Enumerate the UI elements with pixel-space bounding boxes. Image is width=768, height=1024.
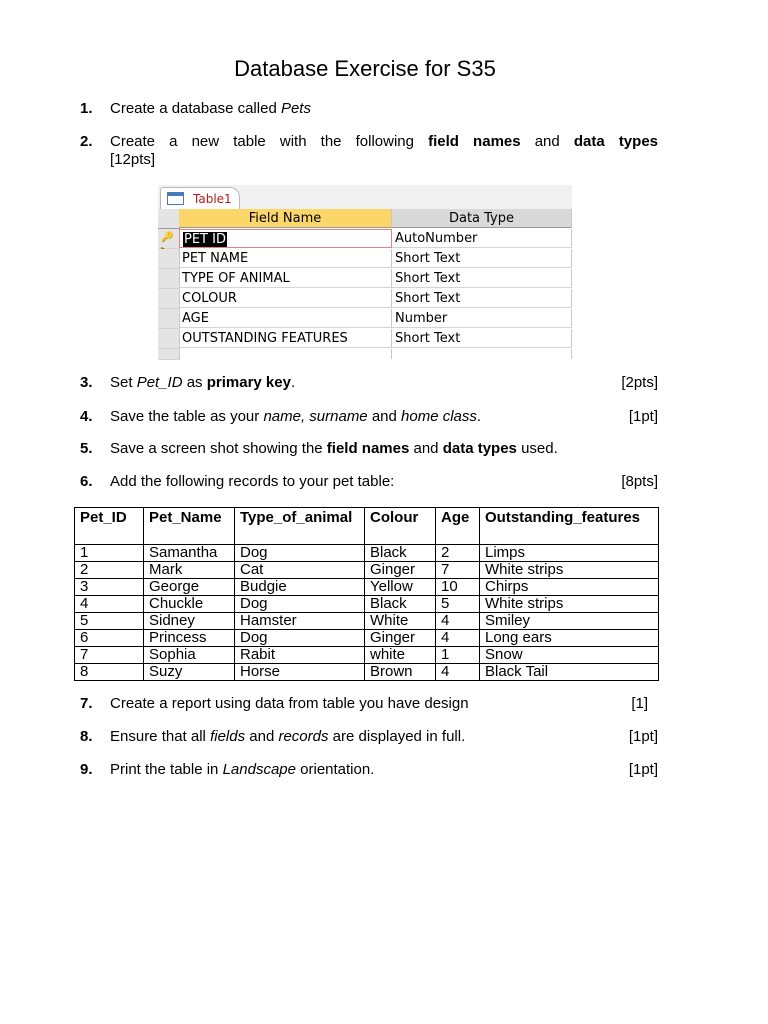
field-name-cell[interactable]: TYPE OF ANIMAL: [179, 269, 392, 288]
tab-table1[interactable]: [160, 187, 240, 209]
select-all-corner[interactable]: [158, 209, 180, 229]
column-header: Outstanding_features: [480, 508, 659, 545]
table-cell: Black Tail: [480, 664, 659, 681]
question-bold: primary key: [206, 374, 291, 391]
table-header-row: [75, 508, 659, 545]
table-cell: Sidney: [144, 613, 235, 630]
table-row: [75, 545, 659, 562]
field-name-cell[interactable]: [179, 229, 392, 248]
question-text-line-1: [110, 133, 658, 151]
row-selector[interactable]: [158, 329, 180, 349]
table-cell: Black: [365, 545, 436, 562]
table-cell: Black: [365, 596, 436, 613]
table-cell: 5: [436, 596, 480, 613]
table-row: [75, 630, 659, 647]
question-text: Save a screen shot showing the: [110, 440, 327, 457]
question-points: [8pts]: [621, 473, 658, 490]
table-cell: 8: [75, 664, 144, 681]
table-cell: Dog: [235, 596, 365, 613]
table-cell: 2: [75, 562, 144, 579]
table-cell: Dog: [235, 630, 365, 647]
question-number: 2.: [80, 133, 93, 150]
row-selector[interactable]: [158, 289, 180, 309]
grid-row[interactable]: [158, 229, 572, 249]
question-text: Print the table in: [110, 761, 223, 778]
tab-label: Table1: [193, 192, 232, 206]
question-text: Add the following records to your pet table:: [110, 473, 395, 490]
table-cell: Ginger: [365, 562, 436, 579]
question-text: orientation.: [295, 761, 375, 778]
table-cell: Chuckle: [144, 596, 235, 613]
question-text: and: [245, 728, 279, 745]
field-name-cell[interactable]: [179, 349, 392, 359]
primary-key-icon: 🔑: [161, 232, 174, 243]
data-type-cell[interactable]: Short Text: [392, 269, 572, 288]
question-emphasis: fields: [210, 728, 246, 745]
question-points: [1pt]: [628, 408, 658, 425]
table-cell: Horse: [235, 664, 365, 681]
question-text: .: [290, 374, 296, 391]
row-selector[interactable]: [158, 309, 180, 329]
table-cell: Dog: [235, 545, 365, 562]
question-points: [1]: [631, 695, 648, 712]
question-text: are displayed in full.: [328, 728, 466, 745]
table-cell: Limps: [480, 545, 659, 562]
table-cell: 7: [436, 562, 480, 579]
table-row: [75, 664, 659, 681]
question-number: 8.: [80, 728, 93, 745]
document-title: Database Exercise for S35: [234, 56, 496, 81]
table-row: [75, 613, 659, 630]
grid-row[interactable]: [158, 269, 572, 289]
table-cell: Budgie: [235, 579, 365, 596]
question-text: .: [476, 408, 482, 425]
grid-row[interactable]: [158, 329, 572, 349]
question-emphasis: records: [278, 728, 329, 745]
table-row: [75, 647, 659, 664]
question-bold: data types: [573, 133, 658, 150]
table-cell: 10: [436, 579, 480, 596]
question-4: [80, 408, 658, 426]
table-cell: 3: [75, 579, 144, 596]
question-9: [80, 761, 658, 779]
data-type-cell[interactable]: [392, 349, 572, 359]
question-text: Save the table as your: [110, 408, 264, 425]
row-selector[interactable]: [158, 349, 180, 360]
grid-header-row: [158, 209, 572, 229]
question-text: and: [367, 408, 402, 425]
question-bold: data types: [442, 440, 517, 457]
question-1: [80, 100, 658, 118]
column-header: Colour: [365, 508, 436, 545]
table-cell: White strips: [480, 596, 659, 613]
question-points: [1pt]: [628, 761, 658, 778]
table-body: [75, 545, 659, 681]
question-number: 6.: [80, 473, 93, 490]
question-number: 1.: [80, 100, 93, 117]
column-header: Pet_Name: [144, 508, 235, 545]
table-cell: Cat: [235, 562, 365, 579]
column-header: Type_of_animal: [235, 508, 365, 545]
grid-row[interactable]: [158, 289, 572, 309]
question-emphasis: Landscape: [222, 761, 296, 778]
field-name-cell[interactable]: PET NAME: [179, 249, 392, 268]
table-cell: Chirps: [480, 579, 659, 596]
question-emphasis: name, surname: [263, 408, 368, 425]
question-number: 3.: [80, 374, 93, 391]
question-text: as: [182, 374, 207, 391]
question-2: [80, 133, 658, 169]
question-5: [80, 440, 658, 458]
table-cell: 7: [75, 647, 144, 664]
field-name-cell[interactable]: OUTSTANDING FEATURES: [179, 329, 392, 348]
table-cell: George: [144, 579, 235, 596]
row-selector[interactable]: [158, 269, 180, 289]
column-header: Pet_ID: [75, 508, 144, 545]
tab-bar: [158, 185, 572, 210]
table-cell: Long ears: [480, 630, 659, 647]
table-cell: 6: [75, 630, 144, 647]
data-type-cell[interactable]: Short Text: [392, 289, 572, 308]
question-points: [12pts]: [110, 151, 156, 168]
table-row: [75, 579, 659, 596]
field-name-cell[interactable]: AGE: [179, 309, 392, 328]
table-cell: 4: [436, 630, 480, 647]
data-type-cell[interactable]: AutoNumber: [392, 229, 572, 248]
table-row: [75, 596, 659, 613]
question-number: 9.: [80, 761, 93, 778]
grid-row-empty[interactable]: [158, 349, 572, 359]
question-bold: field names: [326, 440, 410, 457]
table-cell: 5: [75, 613, 144, 630]
table-cell: Snow: [480, 647, 659, 664]
table-cell: 4: [436, 613, 480, 630]
table-cell: Samantha: [144, 545, 235, 562]
data-type-cell[interactable]: Short Text: [392, 249, 572, 268]
question-emphasis: home class: [401, 408, 477, 425]
field-name-text: PET ID: [184, 232, 226, 247]
row-selector[interactable]: [158, 249, 180, 269]
data-type-cell[interactable]: Number: [392, 309, 572, 328]
grid-row[interactable]: [158, 309, 572, 329]
question-text: Create a database called: [110, 100, 281, 117]
field-name-header: Field Name: [179, 209, 392, 228]
question-text: Create a report using data from table you have design: [110, 695, 469, 712]
table-row: [75, 562, 659, 579]
table-cell: Smiley: [480, 613, 659, 630]
question-8: [80, 728, 658, 746]
question-3: [80, 374, 658, 392]
table-cell: 4: [436, 664, 480, 681]
data-type-header: Data Type: [392, 209, 572, 228]
question-number: 4.: [80, 408, 93, 425]
table-cell: Princess: [144, 630, 235, 647]
table-cell: White strips: [480, 562, 659, 579]
table-cell: Yellow: [365, 579, 436, 596]
question-text: and: [520, 133, 574, 150]
data-type-cell[interactable]: Short Text: [392, 329, 572, 348]
table-cell: Sophia: [144, 647, 235, 664]
question-points: [1pt]: [628, 728, 658, 745]
table-cell: Brown: [365, 664, 436, 681]
question-text: and: [409, 440, 443, 457]
table-cell: Rabit: [235, 647, 365, 664]
question-text: Set: [110, 374, 137, 391]
table-cell: 2: [436, 545, 480, 562]
table-cell: Suzy: [144, 664, 235, 681]
field-name-cell[interactable]: COLOUR: [179, 289, 392, 308]
question-number: 5.: [80, 440, 93, 457]
table-cell: White: [365, 613, 436, 630]
question-bold: field names: [428, 133, 521, 150]
table-cell: 4: [75, 596, 144, 613]
table-cell: 1: [75, 545, 144, 562]
table-icon: [167, 192, 184, 205]
grid-row[interactable]: [158, 249, 572, 269]
table-cell: Ginger: [365, 630, 436, 647]
row-selector[interactable]: [158, 229, 180, 249]
table-cell: 1: [436, 647, 480, 664]
question-6: [80, 473, 658, 491]
question-text: used.: [516, 440, 558, 457]
question-points: [2pts]: [621, 374, 658, 391]
table-cell: Hamster: [235, 613, 365, 630]
question-number: 7.: [80, 695, 93, 712]
pet-records-table: [74, 507, 659, 681]
question-7: [80, 695, 658, 713]
question-text: Ensure that all: [110, 728, 211, 745]
question-emphasis: Pet_ID: [136, 374, 183, 391]
table-cell: white: [365, 647, 436, 664]
table-cell: Mark: [144, 562, 235, 579]
table-design-screenshot: [158, 185, 572, 359]
column-header: Age: [436, 508, 480, 545]
question-emphasis: Pets: [280, 100, 311, 117]
question-text: Create a new table with the following: [110, 133, 429, 150]
